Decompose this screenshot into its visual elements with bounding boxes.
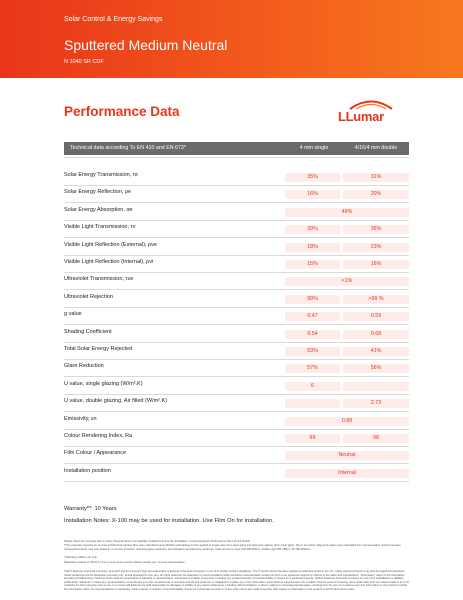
- row-value-double: 35%: [343, 225, 409, 234]
- table-row: [64, 327, 409, 341]
- fine-print-1: Please check the complete Film to Glass Thermal Stress Compatibility Guidelines before film installation. Contact Eastman Performance Films for full details.: [64, 540, 251, 543]
- row-label: Installation position: [64, 468, 111, 474]
- row-value-single: 99%: [285, 295, 340, 304]
- row-label: Solar Energy Transmission, τe: [64, 172, 139, 178]
- divider: [64, 446, 409, 447]
- table-row: [64, 274, 409, 288]
- row-value-single: 57%: [285, 364, 340, 373]
- row-value-combined: Neutral: [285, 451, 409, 460]
- logo-text: LLumar: [338, 109, 384, 124]
- row-label: Colour Rendering Index, Ra: [64, 433, 133, 439]
- table-row: [64, 170, 409, 184]
- llumar-logo: [338, 98, 400, 126]
- table-header-col1: 4 mm single: [299, 145, 329, 151]
- divider: [64, 359, 409, 360]
- divider: [64, 394, 409, 395]
- row-label: Film Colour / Appearance: [64, 450, 127, 456]
- table-row: [64, 222, 409, 236]
- table-row: [64, 466, 409, 480]
- fine-print-4: Datasheet created on 28.10.11. For a more recent version please contact your LLumar representative.: [64, 561, 186, 564]
- divider: [64, 429, 409, 430]
- table-row: [64, 205, 409, 219]
- row-label: Ultraviolet Transmission, τuv: [64, 276, 134, 282]
- row-value-single: 18%: [285, 243, 340, 252]
- divider: [64, 289, 409, 290]
- row-label: Ultraviolet Rejection: [64, 294, 113, 300]
- divider: [64, 463, 409, 464]
- table-row: [64, 431, 409, 445]
- divider: [64, 185, 409, 186]
- row-label: Total Solar Energy Rejected: [64, 346, 133, 352]
- divider: [64, 411, 409, 412]
- table-row: [64, 379, 409, 393]
- row-label: Visible Light Reflection (Internal), ρvi: [64, 259, 154, 265]
- row-label: g value: [64, 311, 82, 317]
- row-value-double: 41%: [343, 347, 409, 356]
- installation-notes: Installation Notes: X-100 may be used for installation. Use Film On for installation.: [64, 518, 274, 524]
- row-value-combined: 49%: [285, 208, 409, 217]
- table-row: [64, 361, 409, 375]
- divider: [64, 376, 409, 377]
- row-value-single: 16%: [285, 190, 340, 199]
- row-value-single: 0.47: [285, 312, 340, 321]
- table-row: [64, 414, 409, 428]
- table-row: [64, 257, 409, 271]
- row-label: Shading Coefficient: [64, 329, 112, 335]
- row-value-double: 16%: [343, 260, 409, 269]
- product-title: Sputtered Medium Neutral: [64, 37, 228, 53]
- row-value-combined: Internal: [285, 469, 409, 478]
- header-kicker: Solar Control & Energy Savings: [64, 16, 163, 23]
- divider: [64, 272, 409, 273]
- row-value-combined: <1%: [285, 277, 409, 286]
- row-value-double: 98: [343, 434, 409, 443]
- divider: [64, 342, 409, 343]
- row-value-double: 2.73: [343, 399, 409, 408]
- table-header-col2: 4/16/4 mm double: [354, 145, 398, 151]
- divider: [64, 307, 409, 308]
- row-label: Solar Energy Absorption, αe: [64, 207, 133, 213]
- table-header-label: Technical data according To EN 410 and EN 673*: [70, 145, 186, 151]
- row-value-single: 35%: [285, 173, 340, 182]
- row-value-single: 0.54: [285, 330, 340, 339]
- section-title: Performance Data: [64, 104, 180, 119]
- row-value-single: 15%: [285, 260, 340, 269]
- row-label: Visible Light Transmission, τv: [64, 224, 136, 230]
- product-code: N 1040 SR CDF: [64, 59, 104, 65]
- table-row: [64, 448, 409, 462]
- row-value-double: 56%: [343, 364, 409, 373]
- divider: [64, 157, 409, 158]
- row-value-double: 0.68: [343, 330, 409, 339]
- row-value-single: 39%: [285, 225, 340, 234]
- table-row: [64, 292, 409, 306]
- row-label: U value, double glazing, Air filled (W/m².K): [64, 398, 168, 404]
- row-value-double: >99 %: [343, 295, 409, 304]
- divider: [64, 324, 409, 325]
- table-row: [64, 396, 409, 410]
- divider: [64, 255, 409, 256]
- row-value-single: 6: [285, 382, 340, 391]
- row-value-double: 20%: [343, 190, 409, 199]
- fine-print-5: ©2017 Eastman Chemical Company. LLumar® and the LLumar® logo are trademarks of Eastman Chemical Company or one of its wholly owned subsidiaries. The ® symbol herein denotes registered trademark status in the US; marks referenced herein may also be registered elsewhere. Visual renderings are for illustrative purposes only; actual appearance may vary. All rights reserved. No statement or recommendation shall constitute a representation unless set forth in an agreement signed by officers of the seller and manufacturer. "Information" refers to the information and data provided herein. Nothing herein shall be construed as a warranty or representation, expressed or implied, of any kind, including any implied warranty of merchantability or fitness for a particular purpose. Neither Eastman Chemical Company nor any of its subsidiaries or affiliates (collectively, "Eastman") makes any representations or warranties as to the completeness or accuracy thereof and assumes no obligation to update any of the Information. Information is supplied upon the condition that the persons receiving same shall make their own determinations as to its suitability for their purposes prior to use. In no event will Eastman be held responsible for damages or liability of any nature whatsoever, including without limitation, to direct, indirect or consequential damages, resulting from the use of or reliance upon the Information or the product to which the Information refers. No representations or warranties, either express or implied, of merchantability, fitness for a particular purpose or of any other nature are made hereunder with respect to Information or the product to which Information refers.: [64, 570, 409, 591]
- row-value-single: 99: [285, 434, 340, 443]
- divider: [64, 237, 409, 238]
- row-value-double: 0.59: [343, 312, 409, 321]
- row-value-double: [343, 382, 409, 391]
- row-value-single: [285, 399, 340, 408]
- row-value-single: 53%: [285, 347, 340, 356]
- table-row: [64, 240, 409, 254]
- header-banner: [0, 0, 463, 78]
- fine-print-3: **Warranty validity: UK only: [64, 556, 97, 559]
- table-row: [64, 344, 409, 358]
- table-row: [64, 187, 409, 201]
- table-header: [64, 142, 409, 155]
- row-value-double: 23%: [343, 243, 409, 252]
- row-label: Glare Reduction: [64, 363, 104, 369]
- row-label: Emissivity, εn: [64, 416, 97, 422]
- row-label: Solar Energy Reflection, ρe: [64, 189, 132, 195]
- row-value-combined: 0.88: [285, 417, 409, 426]
- divider: [64, 202, 409, 203]
- divider: [64, 220, 409, 221]
- row-label: Visible Light Reflection (External), ρve: [64, 242, 157, 248]
- fine-print-2: *The properties reported for LLumar architectural window films were calculated using EN410 methodology for film applied to single pane 4mm clear glass and dual pane glazing (4mm clear glass, 16mm air space). Reported values were calculated from representative product samples. Actual performance may vary based on a number of factors, including glass properties, and standard manufacturing variances. Solar spectrum used: CIE 300-380nm; Visible Light 380-780nm; IR 780-2500nm.: [64, 544, 402, 551]
- row-value-double: 31%: [343, 173, 409, 182]
- divider: [64, 481, 409, 482]
- table-row: [64, 309, 409, 323]
- warranty: Warranty**: 10 Years: [64, 506, 117, 512]
- row-label: U value, single glazing (W/m².K): [64, 381, 143, 387]
